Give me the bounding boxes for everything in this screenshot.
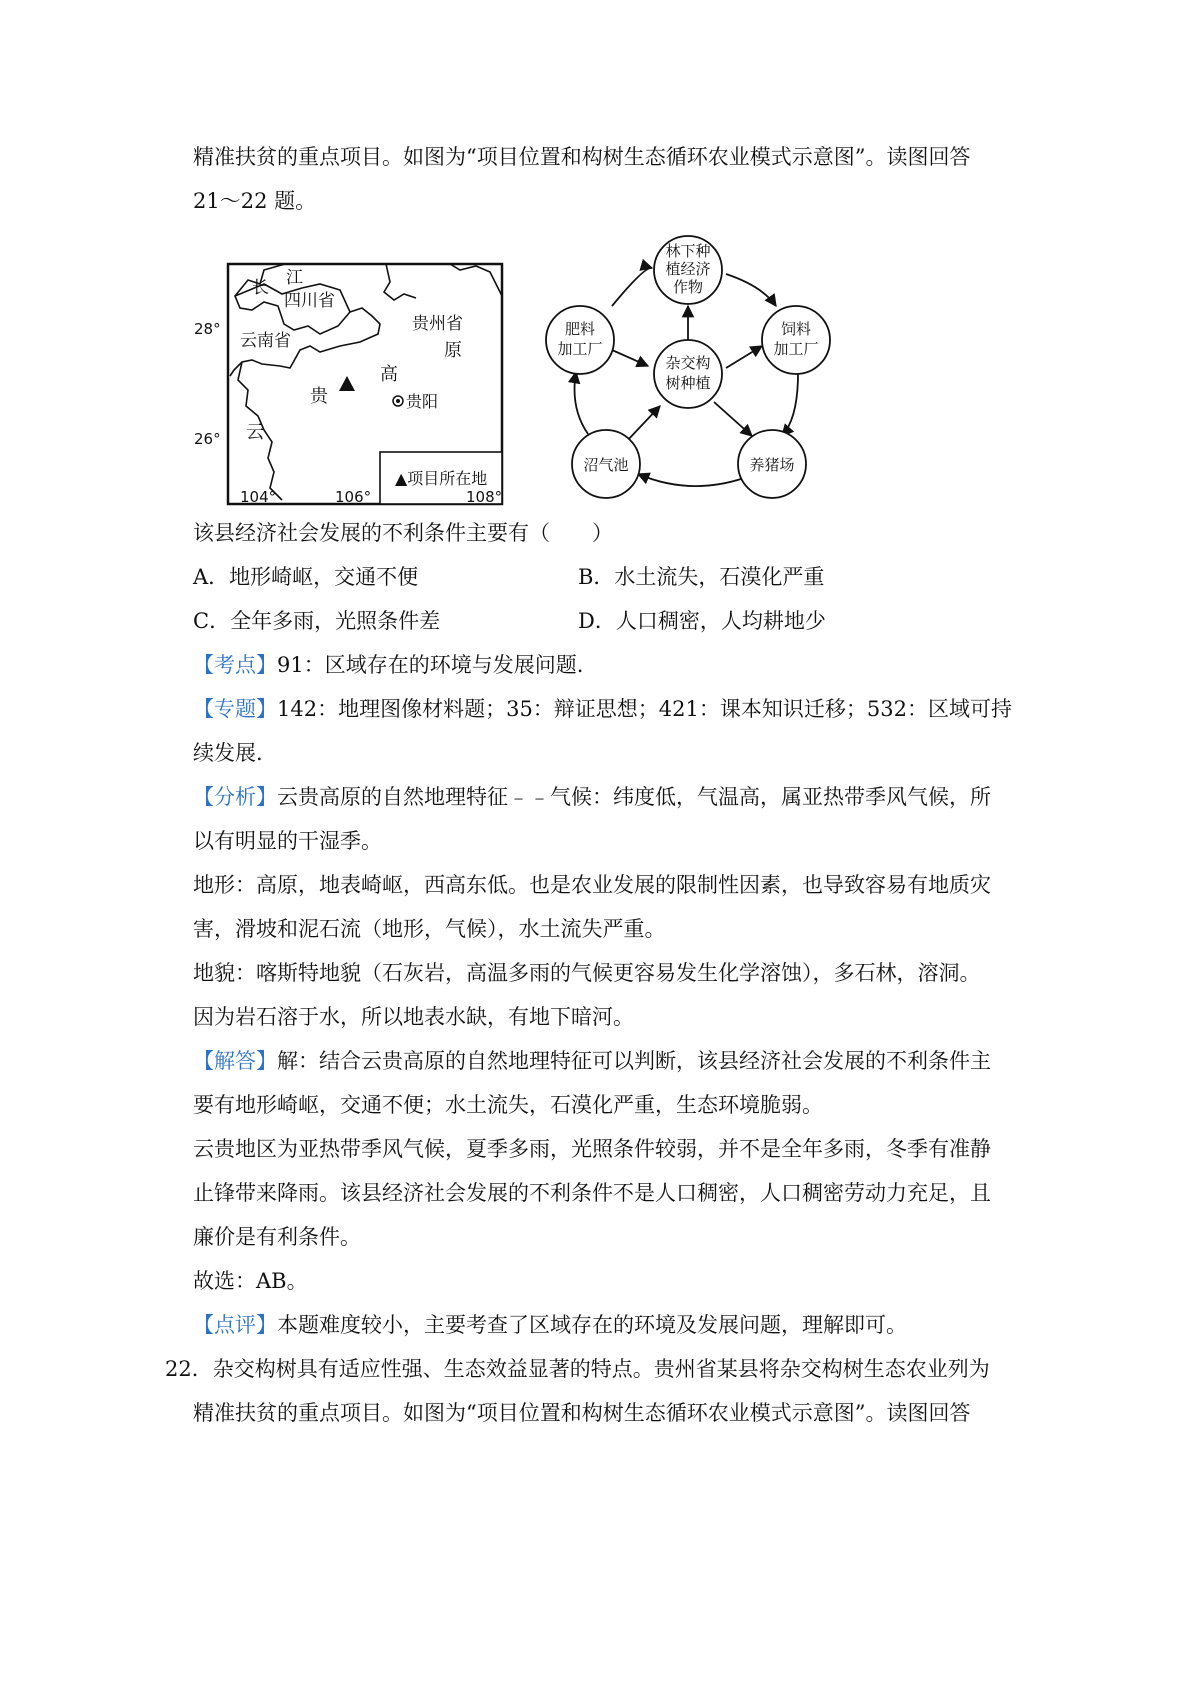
- dianping-text: 本题难度较小，主要考查了区域存在的环境及发展问题，理解即可。: [277, 1313, 907, 1337]
- option-a: A．地形崎岖，交通不便: [193, 565, 419, 589]
- fenxi-line-3: 地形：高原，地表崎岖，西高东低。也是农业发展的限制性因素，也导致容易有地质灾: [193, 873, 991, 897]
- location-map: [190, 250, 520, 520]
- jieda-line-3: 云贵地区为亚热带季风气候，夏季多雨，光照条件较弱，并不是全年多雨，冬季有准静: [193, 1137, 991, 1161]
- fenxi-line-2: 以有明显的干湿季。: [193, 829, 382, 853]
- node-bottom-right: [738, 430, 806, 498]
- fenxi-line-5: 地貌：喀斯特地貌（石灰岩，高温多雨的气候更容易发生化学溶蚀），多石林，溶洞。: [193, 961, 981, 985]
- label-yuan: 原: [444, 340, 462, 361]
- cycle-diagram: [530, 228, 840, 518]
- dianping-tag: 【点评】: [193, 1313, 277, 1337]
- project-site-triangle-icon: [339, 376, 355, 391]
- label-gui: 贵: [310, 386, 328, 407]
- lat-label-26: 26°: [194, 430, 221, 448]
- svg-text:沼气池: 沼气池: [583, 456, 629, 474]
- q22-line-2: 精准扶贫的重点项目。如图为“项目位置和构树生态循环农业模式示意图”。读图回答: [193, 1401, 971, 1425]
- svg-text:杂交构: 杂交构: [665, 354, 711, 372]
- label-gao: 高: [380, 364, 398, 385]
- jieda-line-5: 廉价是有利条件。: [193, 1225, 361, 1249]
- kaodian-line: [193, 650, 583, 680]
- question-stem: 该县经济社会发展的不利条件主要有（ ）: [193, 521, 613, 545]
- label-sichuan: 四川省: [284, 291, 335, 311]
- fenxi-line-1: [193, 782, 991, 812]
- option-d: D．人口稠密，人均耕地少: [578, 609, 826, 633]
- node-right: [762, 306, 830, 374]
- svg-text:加工厂: 加工厂: [773, 340, 819, 358]
- label-guizhou: 贵州省: [412, 314, 463, 334]
- svg-text:植经济: 植经济: [665, 260, 711, 278]
- jieda-tag: 【解答】: [193, 1049, 277, 1073]
- zhuanti-line-2: 续发展.: [193, 741, 263, 765]
- lon-label-104: 104°: [240, 488, 277, 506]
- kaodian-tag: 【考点】: [193, 653, 277, 677]
- fenxi-text-1: 云贵高原的自然地理特征﹣﹣气候：纬度低，气温高，属亚热带季风气候，所: [277, 785, 991, 809]
- fenxi-tag: 【分析】: [193, 785, 277, 809]
- label-chang: 长: [252, 278, 269, 298]
- zhuanti-tag: 【专题】: [193, 697, 277, 721]
- svg-text:树种植: 树种植: [665, 374, 711, 392]
- lat-label-28: 28°: [194, 320, 221, 338]
- svg-text:饲料: 饲料: [780, 320, 812, 338]
- node-left: [546, 306, 614, 374]
- option-b: B．水土流失，石漠化严重: [578, 565, 825, 589]
- kaodian-text: 91：区域存在的环境与发展问题.: [277, 653, 584, 677]
- jieda-line-1: [193, 1046, 991, 1076]
- map-legend: ▲项目所在地: [395, 469, 488, 488]
- label-guiyang: 贵阳: [406, 392, 439, 411]
- label-yunnan: 云南省: [240, 331, 291, 351]
- node-top: [654, 236, 722, 304]
- zhuanti-line-1: [193, 694, 1012, 724]
- svg-text:林下种: 林下种: [665, 242, 711, 260]
- zhuanti-text-1: 142：地理图像材料题；35：辩证思想；421：课本知识迁移；532：区域可持: [277, 697, 1012, 721]
- option-c: C．全年多雨，光照条件差: [193, 609, 441, 633]
- q22-line-1: 22．杂交构树具有适应性强、生态效益显著的特点。贵州省某县将杂交构树生态农业列为: [165, 1357, 990, 1381]
- svg-text:肥料: 肥料: [564, 320, 596, 338]
- svg-text:养猪场: 养猪场: [749, 456, 795, 474]
- jieda-line-2: 要有地形崎岖，交通不便；水土流失，石漠化严重，生态环境脆弱。: [193, 1093, 823, 1117]
- intro-line-2: 21～22 题。: [193, 189, 317, 213]
- jieda-text-1: 解：结合云贵高原的自然地理特征可以判断，该县经济社会发展的不利条件主: [277, 1049, 991, 1073]
- fenxi-line-6: 因为岩石溶于水，所以地表水缺，有地下暗河。: [193, 1005, 634, 1029]
- svg-text:加工厂: 加工厂: [557, 340, 603, 358]
- north-border: [384, 264, 502, 300]
- label-yun: 云: [246, 422, 264, 443]
- node-center: [654, 340, 722, 408]
- intro-line-1: 精准扶贫的重点项目。如图为“项目位置和构树生态循环农业模式示意图”。读图回答: [193, 145, 971, 169]
- label-jiang: 江: [286, 268, 303, 288]
- node-bottom-left: [572, 430, 640, 498]
- jieda-line-4: 止锋带来降雨。该县经济社会发展的不利条件不是人口稠密，人口稠密劳动力充足，且: [193, 1181, 991, 1205]
- lon-label-108: 108°: [466, 488, 503, 506]
- lon-label-106: 106°: [335, 488, 372, 506]
- jieda-line-6: 故选：AB。: [193, 1269, 308, 1293]
- svg-text:作物: 作物: [672, 278, 704, 296]
- fenxi-line-4: 害，滑坡和泥石流（地形，气候），水土流失严重。: [193, 917, 666, 941]
- dianping-line: [193, 1310, 907, 1340]
